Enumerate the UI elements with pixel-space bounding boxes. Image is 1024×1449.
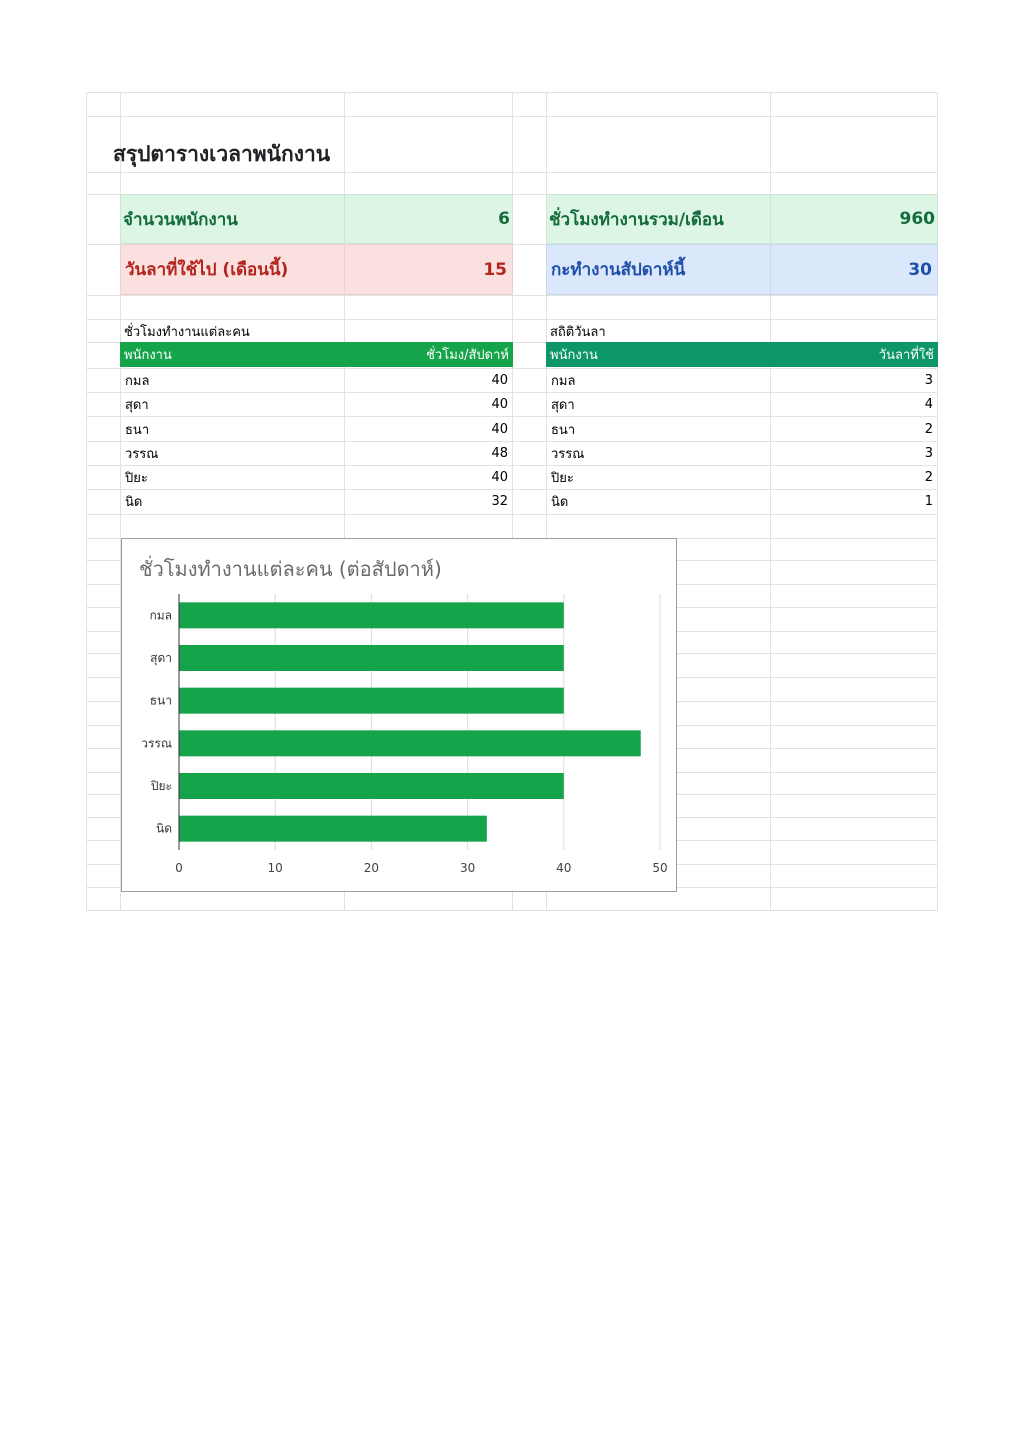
hours-table-title: ชั่วโมงทำงานแต่ละคน: [124, 324, 250, 340]
x-tick-label: 50: [652, 861, 668, 875]
bar-0: [179, 602, 564, 628]
bar-1: [179, 645, 564, 671]
table-row-name: สุดา: [121, 393, 343, 416]
kpi-employees-value: 6: [344, 194, 513, 244]
page-title: สรุปตารางเวลาพนักงาน: [113, 141, 331, 166]
table-row-name: นิด: [121, 490, 343, 513]
kpi-shifts-value: 30: [770, 244, 938, 295]
table-row-name: ปิยะ: [547, 466, 769, 489]
x-tick-label: 30: [459, 861, 476, 875]
table-row-value: 2: [771, 418, 937, 441]
kpi-employees-label: จำนวนพนักงาน: [120, 194, 345, 244]
table-row-name: ธนา: [547, 418, 769, 441]
kpi-leave-used-label: วันลาที่ใช้ไป (เดือนนี้): [120, 244, 345, 295]
leave-header-days: วันลาที่ใช้: [770, 342, 938, 367]
grid-line: [86, 92, 87, 911]
y-category-label: วรรณ: [141, 736, 172, 751]
table-row-value: 48: [345, 442, 512, 465]
bar-4: [179, 773, 564, 799]
table-row-name: นิด: [547, 490, 769, 513]
table-row-value: 40: [345, 369, 512, 392]
table-row-name: ปิยะ: [121, 466, 343, 489]
leave-header-employee: พนักงาน: [546, 342, 771, 367]
hours-header-employee: พนักงาน: [120, 342, 345, 367]
kpi-total-hours-label: ชั่วโมงทำงานรวม/เดือน: [546, 194, 771, 244]
table-row-name: วรรณ: [547, 442, 769, 465]
y-category-label: ธนา: [149, 693, 172, 708]
table-row-name: ธนา: [121, 418, 343, 441]
x-tick-label: 10: [267, 861, 283, 875]
chart-title: ชั่วโมงทำงานแต่ละคน (ต่อสัปดาห์): [139, 557, 442, 581]
kpi-shifts-label: กะทำงานสัปดาห์นี้: [546, 244, 771, 295]
y-category-label: ปิยะ: [150, 779, 172, 793]
leave-table-title: สถิติวันลา: [550, 324, 606, 340]
x-tick-label: 40: [556, 861, 572, 875]
table-row-value: 40: [345, 466, 512, 489]
hours-header-hours: ชั่วโมง/สัปดาห์: [344, 342, 513, 367]
hours-bar-chart[interactable]: [121, 538, 677, 892]
bar-5: [179, 816, 487, 842]
x-tick-label: 20: [363, 861, 380, 875]
bar-2: [179, 688, 564, 714]
kpi-leave-used-value: 15: [344, 244, 513, 295]
table-row-value: 32: [345, 490, 512, 513]
y-category-label: นิด: [156, 821, 172, 836]
table-row-value: 3: [771, 442, 937, 465]
table-row-name: สุดา: [547, 393, 769, 416]
table-row-name: กมล: [547, 369, 769, 392]
table-row-value: 40: [345, 393, 512, 416]
y-category-label: กมล: [149, 608, 172, 623]
table-row-name: วรรณ: [121, 442, 343, 465]
table-row-value: 40: [345, 418, 512, 441]
table-row-value: 4: [771, 393, 937, 416]
bar-3: [179, 730, 641, 756]
table-row-value: 1: [771, 490, 937, 513]
chart-plot-area: [122, 539, 676, 891]
y-category-label: สุดา: [150, 651, 172, 665]
table-row-value: 3: [771, 369, 937, 392]
table-row-value: 2: [771, 466, 937, 489]
table-row-name: กมล: [121, 369, 343, 392]
kpi-total-hours-value: 960: [770, 194, 938, 244]
x-tick-label: 0: [175, 861, 183, 875]
